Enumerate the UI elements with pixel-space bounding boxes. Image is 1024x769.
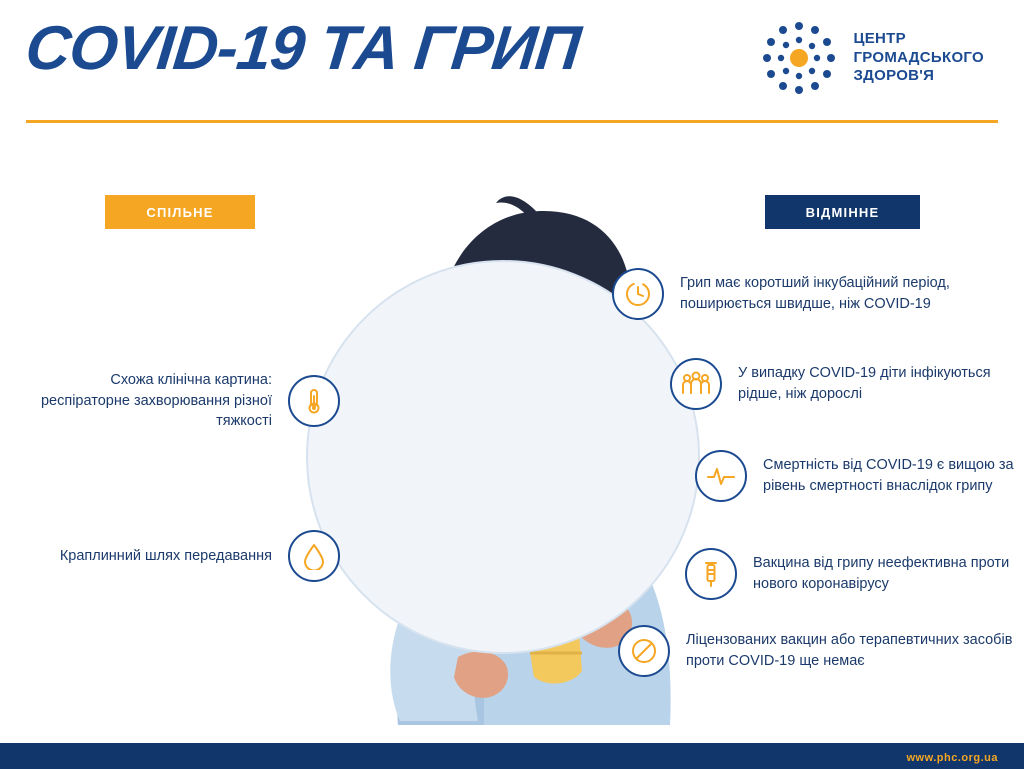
organization-logo: [759, 18, 984, 98]
different-item-text: Смертність від COVID-19 є вищою за рівень смертності внаслідок грипу: [763, 457, 1014, 494]
list-item: [685, 548, 1015, 600]
different-item-text: Грип має коротший інкубаційний період, поширюється швидше, ніж COVID-19: [680, 275, 950, 312]
list-item: [670, 358, 1015, 410]
syringe-icon: [685, 548, 737, 600]
org-line-1: ЦЕНТР: [853, 29, 906, 47]
org-line-3: ЗДОРОВ'Я: [853, 67, 935, 85]
dotted-circle-logo-icon: [759, 18, 839, 98]
common-item-text: Схожа клінічна картина: респіраторне захворювання різної тяжкості: [40, 372, 272, 430]
water-droplet-icon: [288, 530, 340, 582]
list-item: [618, 625, 1018, 677]
list-item: [695, 450, 1015, 502]
header-divider: [26, 120, 998, 123]
thermometer-icon: [288, 375, 340, 427]
org-line-2: ГРОМАДСЬКОГО: [853, 48, 984, 66]
list-item: [40, 370, 340, 432]
section-label-different: ВІДМІННЕ: [765, 195, 920, 229]
list-item: [40, 530, 340, 582]
page-header: [0, 0, 1024, 120]
list-item: [612, 268, 1012, 320]
clock-icon: [612, 268, 664, 320]
heartbeat-pulse-icon: [695, 450, 747, 502]
organization-name: [853, 30, 984, 86]
footer-website-url[interactable]: www.phc.org.ua: [906, 752, 998, 764]
no-pill-prohibited-icon: [618, 625, 670, 677]
footer-bar: [0, 743, 1024, 769]
family-children-icon: [670, 358, 722, 410]
different-item-text: У випадку COVID-19 діти інфікуються рідше, ніж дорослі: [738, 365, 991, 402]
section-label-common: СПІЛЬНЕ: [105, 195, 255, 229]
page-title: COVID-19 ТА ГРИП: [22, 14, 583, 83]
common-item-text: Краплинний шлях передавання: [59, 547, 272, 564]
different-item-text: Ліцензованих вакцин або терапевтичних засобів проти COVID-19 ще немає: [686, 632, 1013, 669]
different-item-text: Вакцина від грипу неефективна проти нового коронавірусу: [753, 555, 1010, 592]
